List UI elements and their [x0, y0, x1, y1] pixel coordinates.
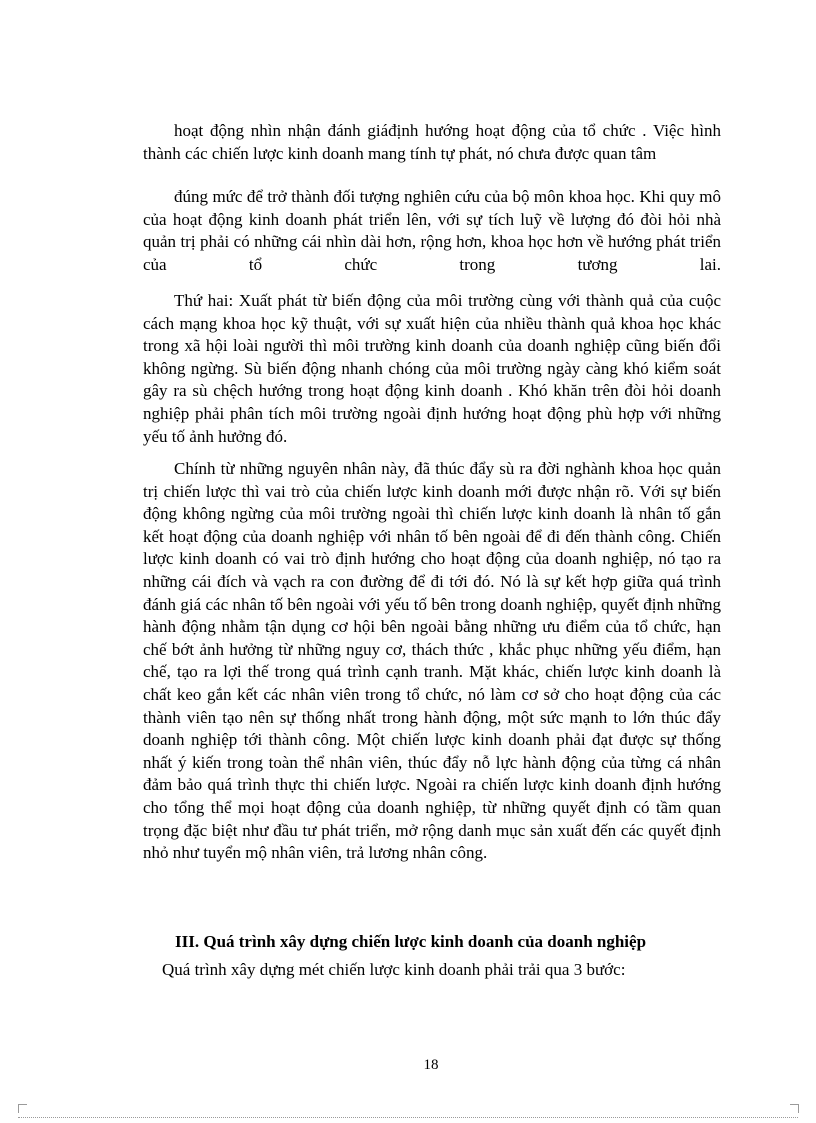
paragraph-scale-growth — [143, 186, 721, 276]
paragraph-continued — [143, 120, 721, 165]
paragraph-text: hoạt động nhìn nhận đánh giáđịnh hướng hoạt động của tổ chức . Việc hình thành các chiến lược kinh doanh mang tính tự phát, nó chưa được quan tâm — [143, 121, 721, 163]
paragraph-role-of-strategy — [143, 458, 721, 865]
crop-mark-left — [18, 1104, 27, 1113]
paragraph-second-reason — [143, 290, 721, 448]
section-intro: Quá trình xây dựng mét chiến lược kinh doanh phải trải qua 3 bước: — [162, 960, 626, 979]
page-number: 18 — [423, 1057, 439, 1073]
footer-dotted-rule — [18, 1117, 798, 1118]
section-heading: III. Quá trình xây dựng chiến lược kinh doanh của doanh nghiệp — [175, 932, 647, 951]
paragraph-text: Chính từ những nguyên nhân này, đã thúc đẩy sù ra đời nghành khoa học quản trị chiến lược thì vai trò của chiến lược kinh doanh mới được nhận rõ. Với sự biến động không ngừng của môi trường ngoài thì chiến lược kinh doanh là nhân tố gắn kết hoạt động của doanh nghiệp với nhân tố bên ngoài để đi đến thành công. Chiến lược kinh doanh có vai trò định hướng cho hoạt động của doanh nghiệp, nó tạo ra những cái đích và vạch ra con đường để đi tới đó. Nó là sự kết hợp giữa quá trình đánh giá các nhân tố bên ngoài với yếu tố bên trong doanh nghiệp, quyết định những hành động nhằm tận dụng cơ hội bên ngoài bằng những ưu điểm của tổ chức, hạn chế bớt ảnh hưởng từ những nguy cơ, thách thức , khắc phục những yếu điểm, hạn chế, tạo ra lợi thế trong quá trình cạnh tranh. Mặt khác, chiến lược kinh doanh là chất keo gắn kết các nhân viên trong tổ chức, nó làm cơ sở cho hoạt động của các thành viên tạo nên sự thống nhất trong hành động, một sức mạnh to lớn thúc đẩy doanh nghiệp tới thành công. Một chiến lược kinh doanh phải đạt được sự thống nhất ý kiến trong toàn thể nhân viên, thúc đẩy nỗ lực hành động của từng cá nhân đảm bảo quá trình thực thi chiến lược. Ngoài ra chiến lược kinh doanh định hướng cho tổng thể mọi hoạt động của doanh nghiệp, từ những quyết định có tầm quan trọng đặc biệt như đầu tư phát triển, mở rộng danh mục sản xuất đến các quyết định nhỏ như tuyển mộ nhân viên, trả lương nhân công. — [143, 459, 721, 863]
crop-mark-right — [790, 1104, 799, 1113]
paragraph-text: Thứ hai: Xuất phát từ biến động của môi trường cùng với thành quả của cuộc cách mạng khoa học kỹ thuật, với sự xuất hiện của nhiều thành quả khoa học khác trong xã hội loài người thì môi trường kinh doanh của doanh nghiệp cũng biến đổi không ngừng. Sù biến động nhanh chóng của môi trường ngày càng khó kiểm soát gây ra sù chệch hướng trong hoạt động kinh doanh . Khó khăn trên đòi hỏi doanh nghiệp phải phân tích môi trường ngoài định hướng hoạt động phù hợp với những yếu tố ảnh hưởng đó. — [143, 291, 721, 446]
paragraph-text: đúng mức để trở thành đối tượng nghiên cứu của bộ môn khoa học. Khi quy mô của hoạt động kinh doanh phát triển lên, với sự tích luỹ về lượng đó đòi hỏi nhà quản trị phải có những cái nhìn dài hơn, rộng hơn, khoa học hơn về hướng phát triển của tổ chức trong tương lai. — [143, 187, 721, 274]
